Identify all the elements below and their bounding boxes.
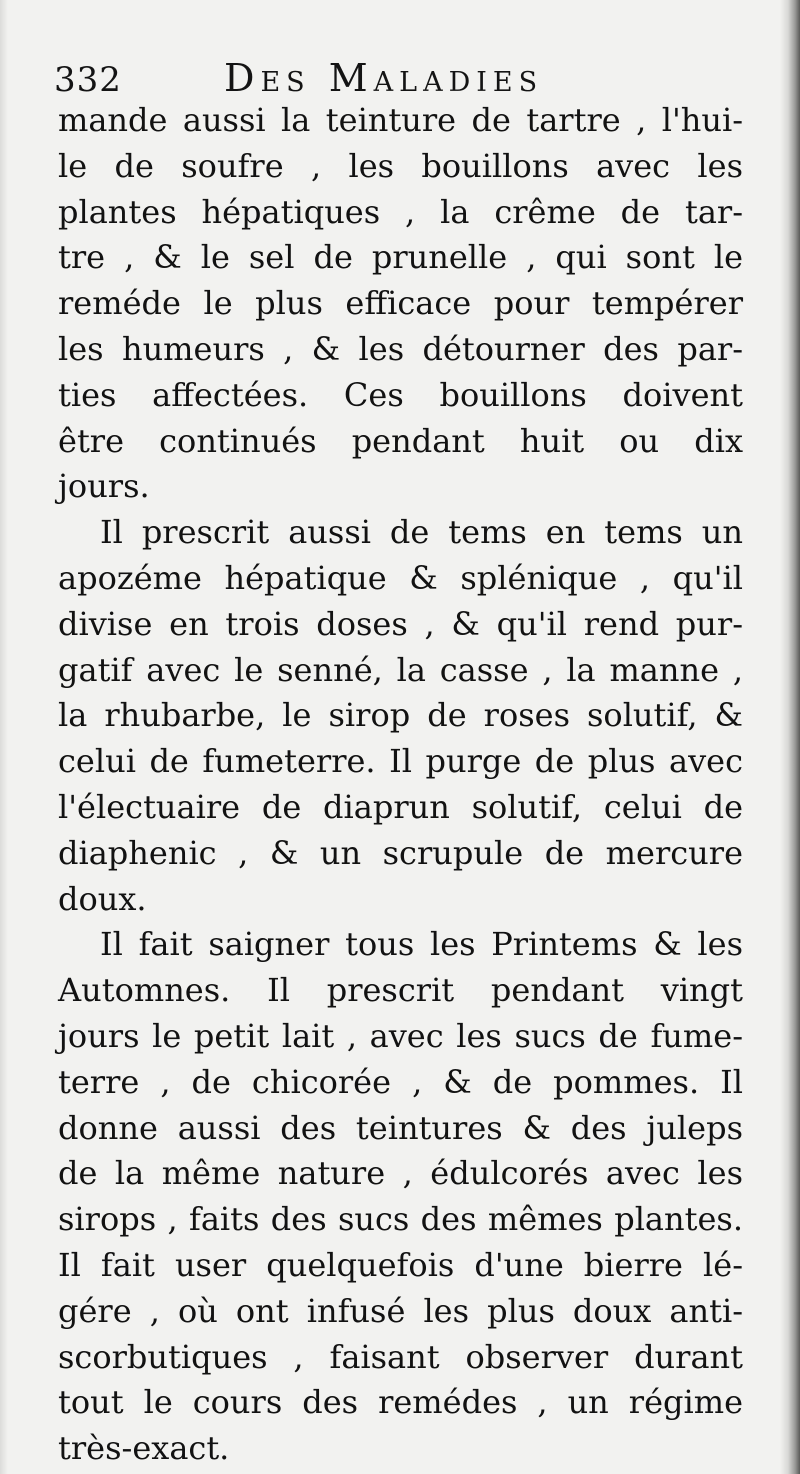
text-line: divise en trois doses , & qu'il rend pur- — [58, 604, 743, 643]
text-line: doux. — [58, 879, 147, 918]
text-line: l'électuaire de diaprun solutif, celui de — [58, 787, 743, 826]
text-line: reméde le plus efficace pour tempérer — [58, 284, 743, 323]
paragraph-1 — [58, 98, 743, 510]
body-text — [58, 98, 743, 1472]
text-line: apozéme hépatique & splénique , qu'il — [58, 558, 743, 597]
text-line: de la même nature , édulcorés avec les — [58, 1154, 743, 1193]
text-line: Automnes. Il prescrit pendant vingt — [58, 971, 743, 1010]
text-line: gére , où ont infusé les plus doux anti- — [58, 1291, 743, 1330]
page-left-edge — [0, 0, 8, 1474]
page-binding-edge — [780, 0, 800, 1474]
paragraph-2 — [58, 510, 743, 922]
text-line: jours. — [58, 467, 150, 506]
text-line: sirops , faits des sucs des mêmes plantes. — [58, 1200, 743, 1239]
text-line: jours le petit lait , avec les sucs de fume- — [58, 1016, 743, 1055]
text-line: scorbutiques , faisant observer durant — [58, 1337, 743, 1376]
page-number: 332 — [54, 60, 122, 100]
paragraph-3 — [58, 922, 743, 1472]
text-line: ties affectées. Ces bouillons doivent — [58, 375, 743, 414]
text-line: tre , & le sel de prunelle , qui sont le — [58, 238, 743, 277]
text-line: diaphenic , & un scrupule de mercure — [58, 833, 743, 872]
text-line: le de soufre , les bouillons avec les — [58, 146, 743, 185]
text-line: Il prescrit aussi de tems en tems un — [100, 513, 743, 552]
text-line: gatif avec le senné, la casse , la manne , — [58, 650, 743, 689]
text-line: donne aussi des teintures & des juleps — [58, 1108, 743, 1147]
text-line: les humeurs , & les détourner des par- — [58, 329, 743, 368]
text-line: Il fait saigner tous les Printems & les — [100, 925, 743, 964]
text-line: la rhubarbe, le sirop de roses solutif, & — [58, 696, 743, 735]
text-line: mande aussi la teinture de tartre , l'hui- — [58, 101, 743, 139]
text-line: celui de fumeterre. Il purge de plus avec — [58, 742, 743, 781]
text-line: Il fait user quelquefois d'une bierre lé- — [58, 1245, 743, 1284]
running-head: Des Maladies — [224, 56, 544, 100]
text-line: très-exact. — [58, 1429, 230, 1468]
text-line: terre , de chicorée , & de pommes. Il — [58, 1062, 743, 1101]
text-line: être continués pendant huit ou dix — [58, 421, 743, 460]
text-line: plantes hépatiques , la crême de tar- — [58, 192, 743, 231]
text-line: tout le cours des remédes , un régime — [58, 1383, 743, 1422]
